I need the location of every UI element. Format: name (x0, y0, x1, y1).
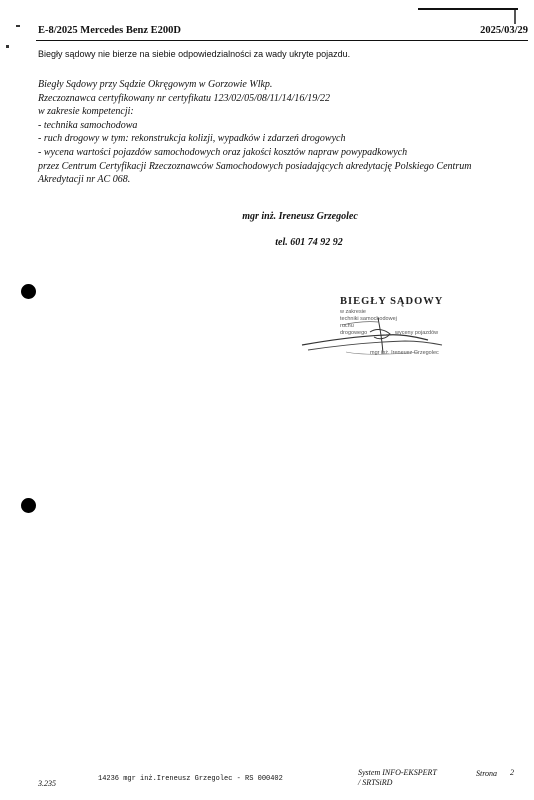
scan-edge-mark (514, 10, 516, 24)
signatory-name: mgr inż. Ireneusz Grzegolec (242, 211, 358, 222)
handwritten-signature (300, 292, 460, 374)
credential-scope-heading: w zakresie kompetencji: (38, 106, 134, 118)
expert-stamp (300, 292, 460, 374)
header-divider (36, 40, 528, 41)
credential-scope-item: - technika samochodowa (38, 119, 138, 131)
punch-hole (21, 498, 36, 513)
footer-number: 3.235 (38, 779, 56, 788)
footer-page-number: 2 (510, 768, 514, 777)
credential-accreditation: przez Centrum Certyfikacji Rzeczoznawców Samochodowych posiadających akredytację Polskiego Centrum Akredytacji nr AC 068. (38, 160, 472, 186)
liability-disclaimer: Biegły sądowy nie bierze na siebie odpowiedzialności za wady ukryte pojazdu. (38, 49, 351, 59)
signatory-phone: tel. 601 74 92 92 (275, 237, 343, 248)
footer-expert-id: 14236 mgr inż.Ireneusz Grzegolec - RS 000402 (98, 775, 283, 783)
stamp-text: wyceny pojazdów (395, 330, 439, 336)
stamp-text: techniki samochodowej (340, 316, 397, 322)
footer-page-label: Strona (476, 769, 498, 778)
stamp-text: ruchu (340, 323, 354, 329)
credential-certificate: Rzeczoznawca certyfikowany nr certyfikatu 123/02/05/08/11/14/16/19/22 (38, 92, 330, 104)
credential-scope-item: - wycena wartości pojazdów samochodowych oraz jakości kosztów napraw powypadkowych (38, 146, 408, 158)
stamp-text: mgr inż. Ireneusz Grzegolec (370, 350, 439, 356)
stamp-title: BIEGŁY SĄDOWY (340, 296, 444, 307)
scan-edge-line (418, 8, 518, 10)
stamp-text: w zakresie (340, 309, 366, 315)
stamp-text: drogowego (340, 330, 368, 336)
punch-hole (21, 284, 36, 299)
credential-scope-item: - ruch drogowy w tym: rekonstrukcja kolizji, wypadków i zdarzeń drogowych (38, 133, 346, 145)
expert-credentials (38, 78, 508, 187)
scan-corner-mark (16, 25, 20, 27)
footer-system (358, 768, 437, 788)
footer-system-sub: / SRTSiRD (358, 778, 393, 787)
case-reference: E-8/2025 Mercedes Benz E200D (38, 25, 181, 36)
footer-system-name: System INFO-EKSPERT (358, 768, 437, 777)
credential-court: Biegły Sądowy przy Sądzie Okręgowym w Gorzowie Wlkp. (38, 79, 273, 90)
scan-speck (6, 45, 9, 48)
report-date: 2025/03/29 (480, 25, 528, 36)
